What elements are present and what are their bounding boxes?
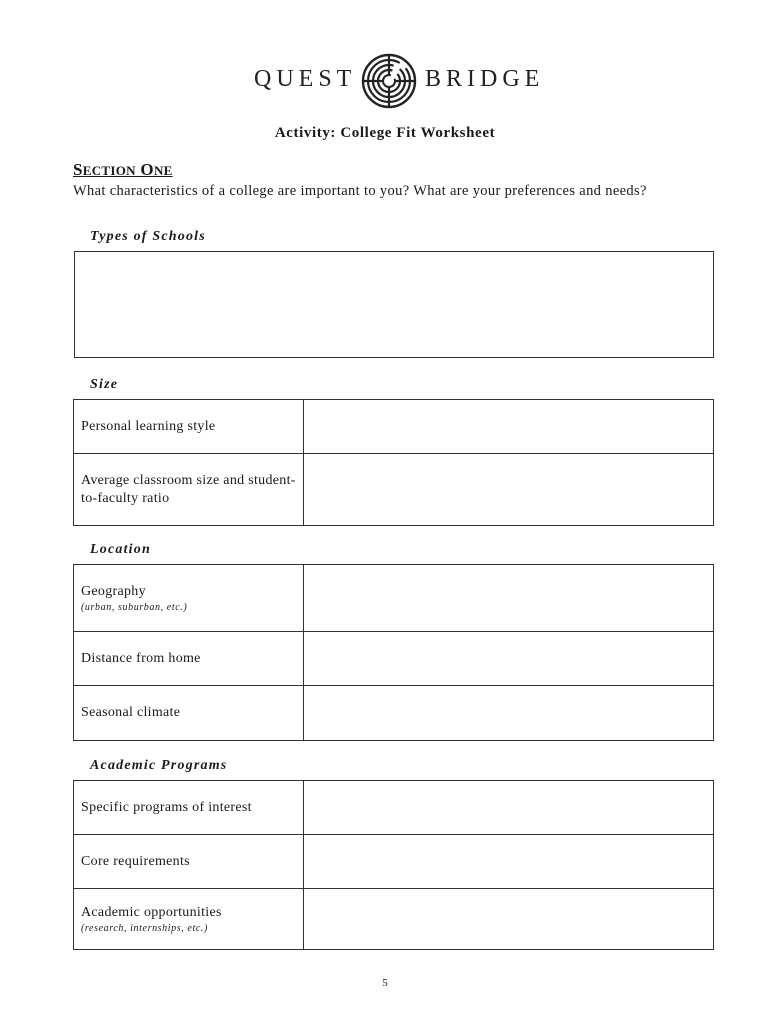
table-row [74, 781, 713, 835]
academic-programs-label: Academic Programs [90, 758, 228, 773]
row-note: (urban, suburban, etc.) [81, 601, 188, 613]
table-row [74, 400, 713, 454]
row-label: Average classroom size and student-to-faculty ratio [74, 454, 304, 525]
answer-cell[interactable] [304, 454, 713, 525]
location-table [73, 564, 714, 741]
table-row [74, 454, 713, 525]
size-table [73, 399, 714, 526]
questbridge-logo [0, 52, 770, 112]
academic-programs-table [73, 780, 714, 950]
table-row [74, 632, 713, 686]
activity-title: Activity: College Fit Worksheet [274, 125, 496, 141]
logo-word-quest: QUEST [254, 66, 357, 92]
row-label: Personal learning style [74, 400, 304, 453]
row-label: Geography (urban, suburban, etc.) [74, 565, 304, 631]
section-question: What characteristics of a college are important to you? What are your preferences and needs? [73, 183, 647, 199]
answer-cell[interactable] [304, 781, 713, 834]
row-label: Core requirements [74, 835, 304, 888]
table-row [74, 835, 713, 889]
labyrinth-logo-icon [361, 53, 417, 109]
row-note: (research, internships, etc.) [81, 922, 208, 934]
answer-cell[interactable] [304, 632, 713, 685]
section-heading: SECTION ONE [73, 160, 173, 179]
row-label: Academic opportunities (research, internships, etc.) [74, 889, 304, 949]
table-row [74, 565, 713, 632]
page-number: 5 [382, 977, 388, 989]
logo-word-bridge: BRIDGE [425, 66, 545, 92]
table-row [74, 889, 713, 949]
answer-cell[interactable] [304, 400, 713, 453]
row-label: Distance from home [74, 632, 304, 685]
answer-cell[interactable] [304, 686, 713, 740]
location-label: Location [90, 542, 151, 557]
answer-cell[interactable] [304, 889, 713, 949]
types-of-schools-label: Types of Schools [90, 229, 206, 244]
row-label: Seasonal climate [74, 686, 304, 740]
size-label: Size [90, 377, 119, 392]
answer-cell[interactable] [304, 835, 713, 888]
types-of-schools-answer-box[interactable] [74, 251, 714, 358]
answer-cell[interactable] [304, 565, 713, 631]
row-label: Specific programs of interest [74, 781, 304, 834]
table-row [74, 686, 713, 740]
